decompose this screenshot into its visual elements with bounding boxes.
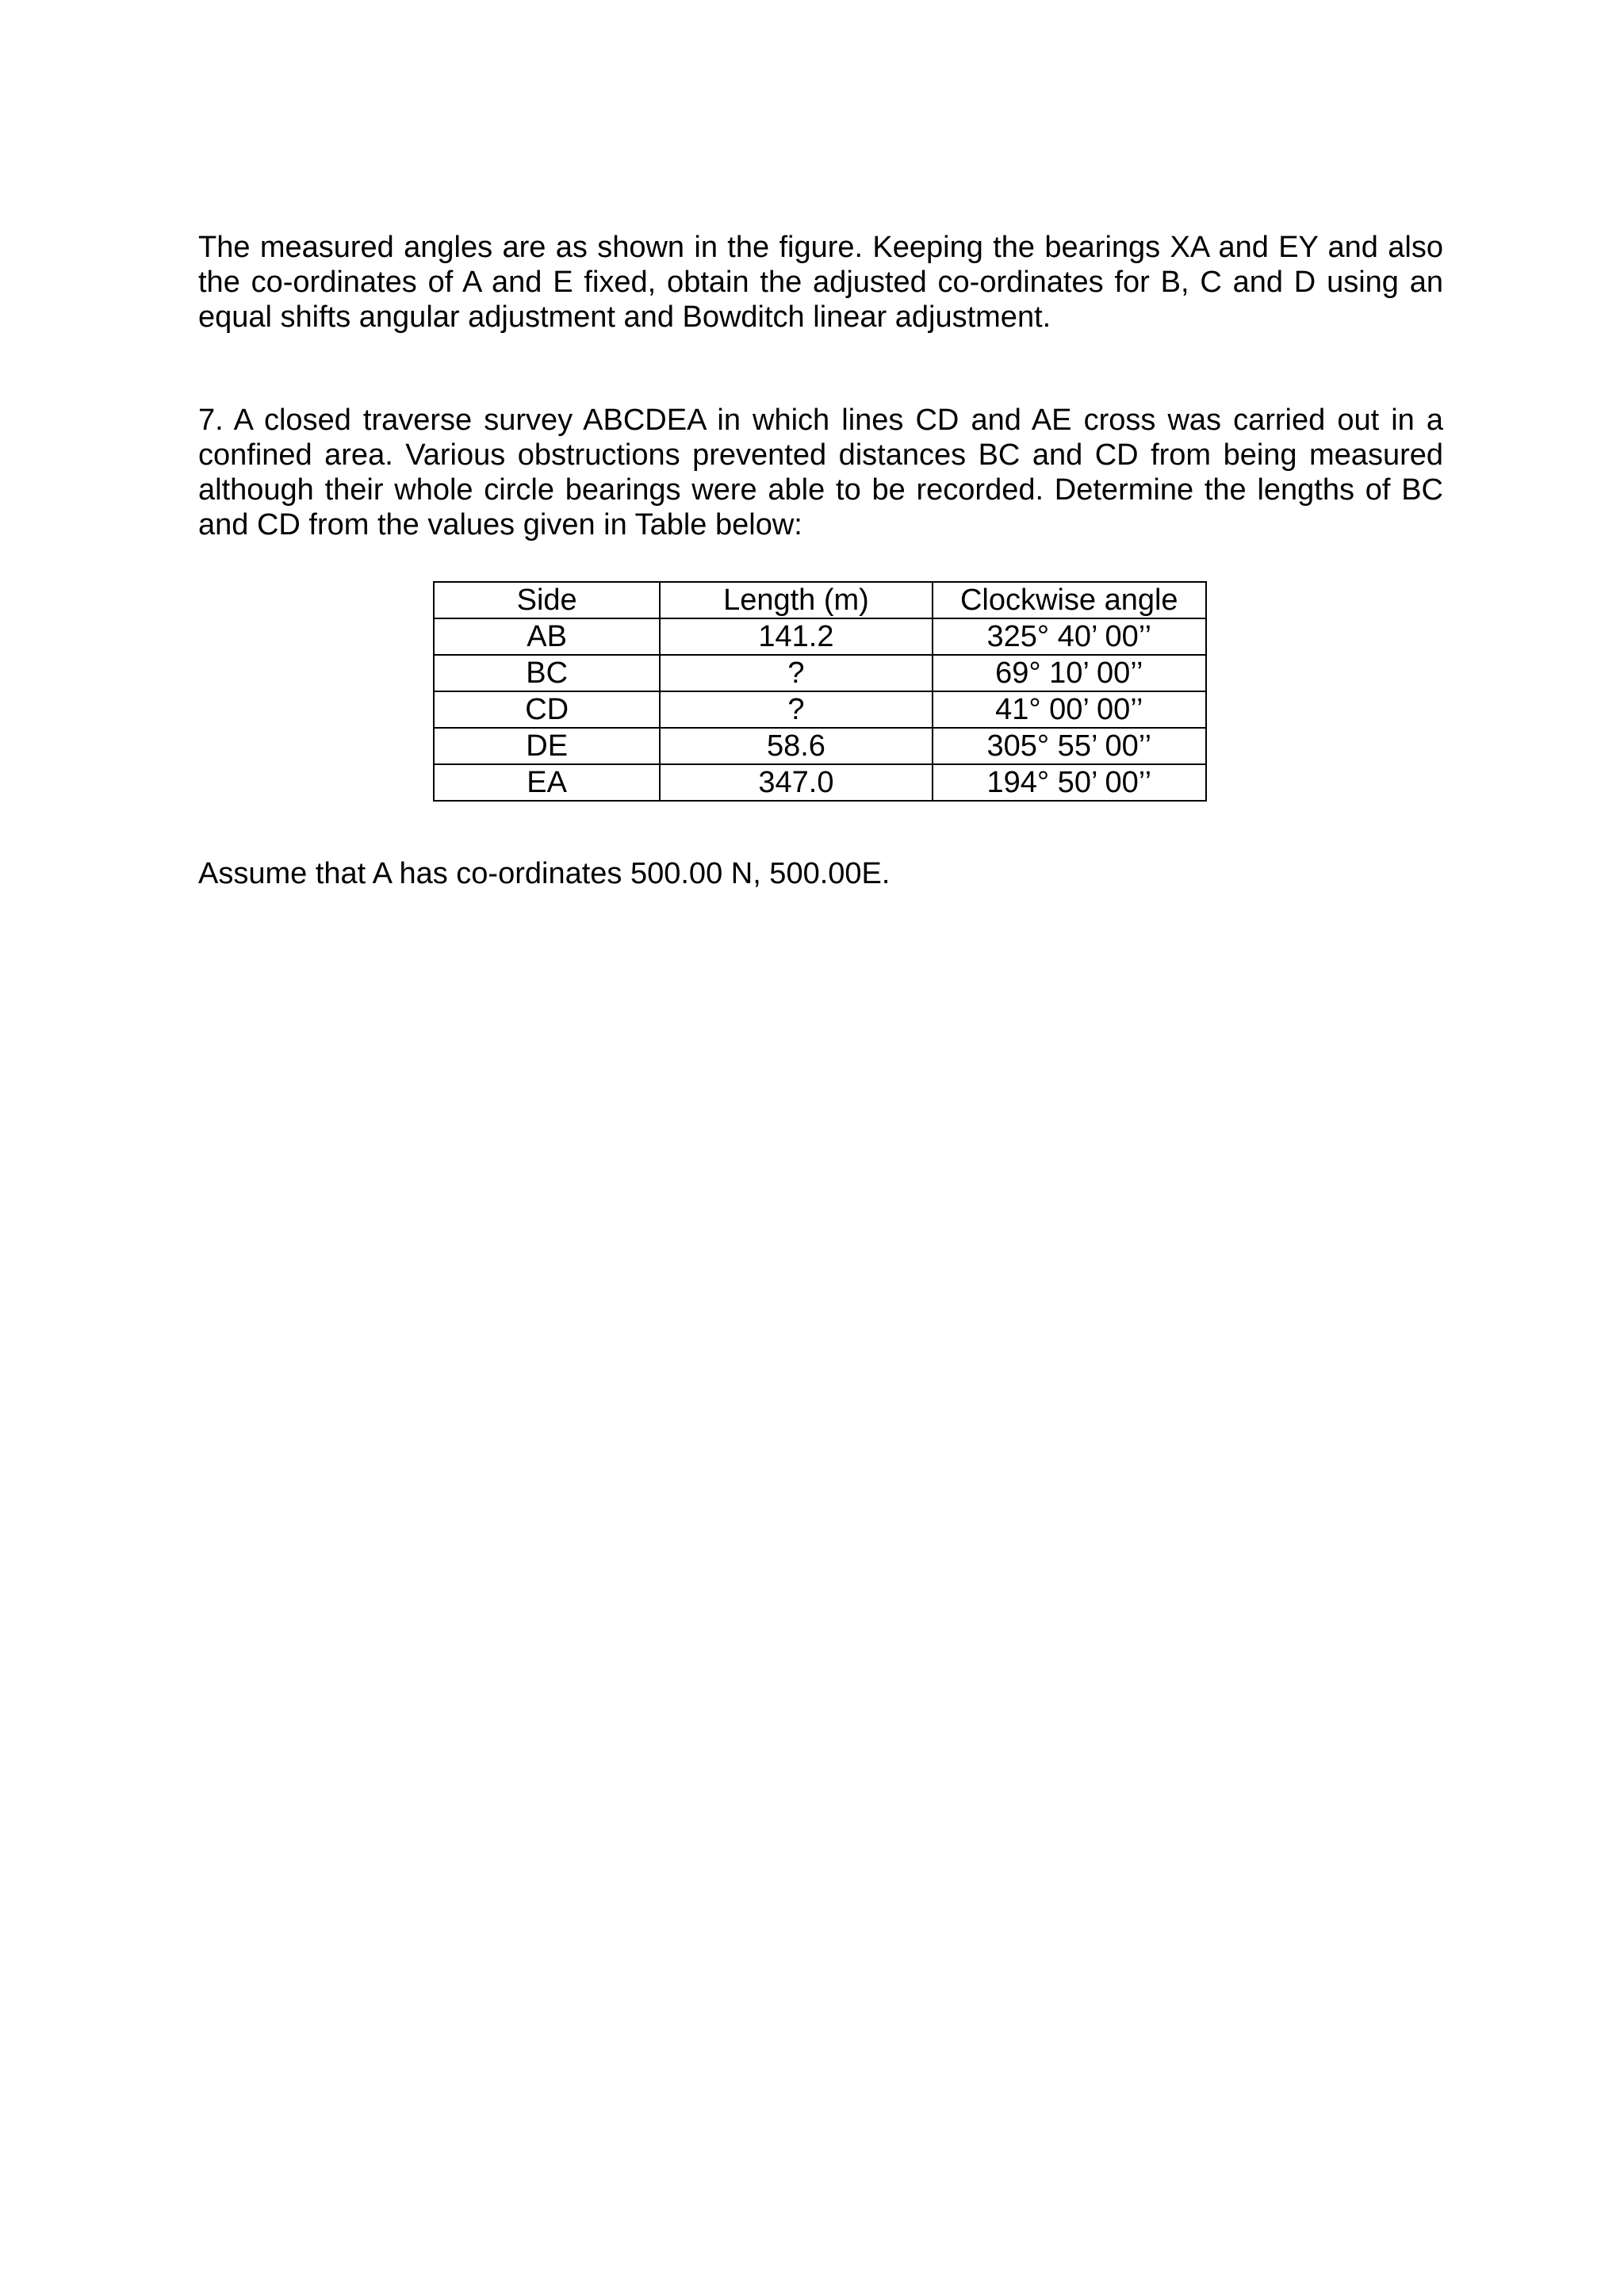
- header-side: Side: [434, 582, 660, 618]
- cell-angle: 194° 50’ 00’’: [933, 764, 1206, 801]
- table-row: [434, 728, 1206, 764]
- table-header-row: [434, 582, 1206, 618]
- cell-side: DE: [434, 728, 660, 764]
- question-7-paragraph: 7. A closed traverse survey ABCDEA in which lines CD and AE cross was carried out in a confined area. Various obstructions prevented distances BC and CD from being measured although their whole circle bearings were able to be recorded. Determine the lengths of BC and CD from the values given in Table below:: [198, 404, 1443, 541]
- assumption-paragraph: Assume that A has co-ordinates 500.00 N, 500.00E.: [198, 857, 891, 890]
- cell-length: ?: [660, 655, 932, 691]
- traverse-table: [433, 581, 1207, 802]
- table-row: [434, 764, 1206, 801]
- cell-side: CD: [434, 691, 660, 728]
- cell-side: EA: [434, 764, 660, 801]
- intro-paragraph: The measured angles are as shown in the figure. Keeping the bearings XA and EY and also the co-ordinates of A and E fixed, obtain the adjusted co-ordinates for B, C and D using an equal shifts angular adjustment and Bowditch linear adjustment.: [198, 231, 1443, 334]
- cell-side: AB: [434, 618, 660, 655]
- header-clockwise-angle: Clockwise angle: [933, 582, 1206, 618]
- cell-angle: 325° 40’ 00’’: [933, 618, 1206, 655]
- cell-angle: 305° 55’ 00’’: [933, 728, 1206, 764]
- table-row: [434, 691, 1206, 728]
- cell-length: 347.0: [660, 764, 932, 801]
- cell-angle: 41° 00’ 00’’: [933, 691, 1206, 728]
- cell-side: BC: [434, 655, 660, 691]
- cell-length: 58.6: [660, 728, 932, 764]
- table-row: [434, 618, 1206, 655]
- cell-length: 141.2: [660, 618, 932, 655]
- cell-length: ?: [660, 691, 932, 728]
- table-row: [434, 655, 1206, 691]
- cell-angle: 69° 10’ 00’’: [933, 655, 1206, 691]
- header-length: Length (m): [660, 582, 932, 618]
